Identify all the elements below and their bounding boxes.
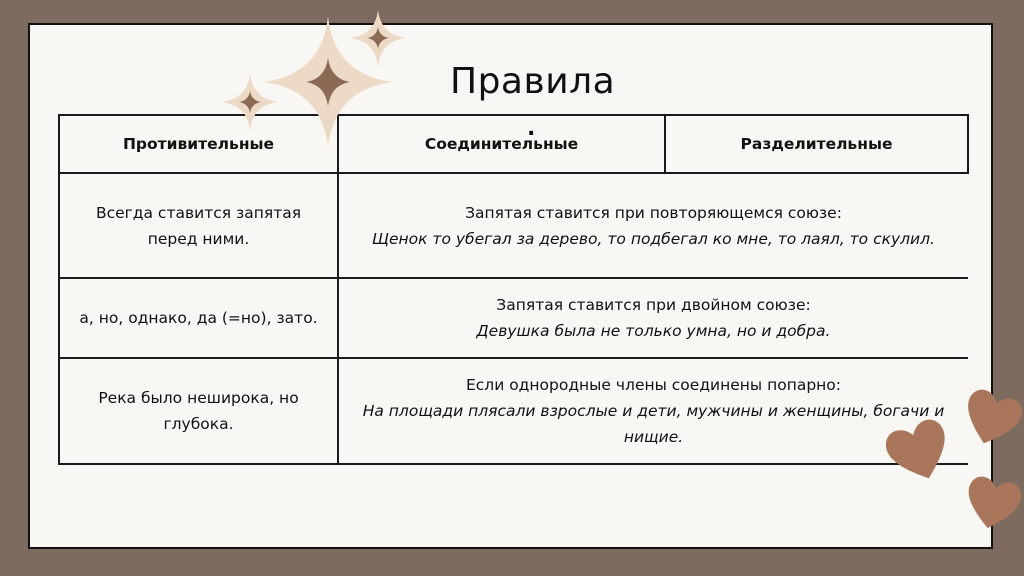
rule-text: Если однородные члены соединены попарно: xyxy=(465,376,842,394)
rule-cell xyxy=(338,278,968,358)
heart-icon xyxy=(956,466,1024,540)
rule-text: Запятая ставится при повторяющемся союзе: xyxy=(465,203,842,222)
table-row xyxy=(59,278,968,358)
example-text: Щенок то убегал за дерево, то подбегал ко мне, то лаял, то скулил. xyxy=(372,229,935,248)
rule-text: Запятая ставится при двойном союзе: xyxy=(496,296,811,314)
left-cell: Всегда ставится запятая перед ними. xyxy=(59,173,338,278)
slide xyxy=(28,23,993,549)
left-cell: а, но, однако, да (=но), зато. xyxy=(59,278,338,358)
sparkle-icon xyxy=(222,74,278,130)
slide-title: Правила xyxy=(450,61,616,102)
left-cell: Река было неширока, но глубока. xyxy=(59,358,338,464)
rule-cell xyxy=(338,358,968,464)
header-disjunctive: Разделительные xyxy=(665,115,968,173)
table-row xyxy=(59,173,968,278)
table-row xyxy=(59,358,968,464)
rules-table xyxy=(58,114,969,465)
table-header-row xyxy=(59,115,968,173)
sparkle-icon xyxy=(350,10,406,66)
example-text: Девушка была не только умна, но и добра. xyxy=(476,322,831,340)
rule-cell xyxy=(338,173,968,278)
title-dot: . xyxy=(527,116,536,141)
header-adversative: Противительные xyxy=(59,115,338,173)
example-text: На площади плясали взрослые и дети, мужчины и женщины, богачи и нищие. xyxy=(362,402,945,446)
header-connective: Соединительные xyxy=(338,115,665,173)
